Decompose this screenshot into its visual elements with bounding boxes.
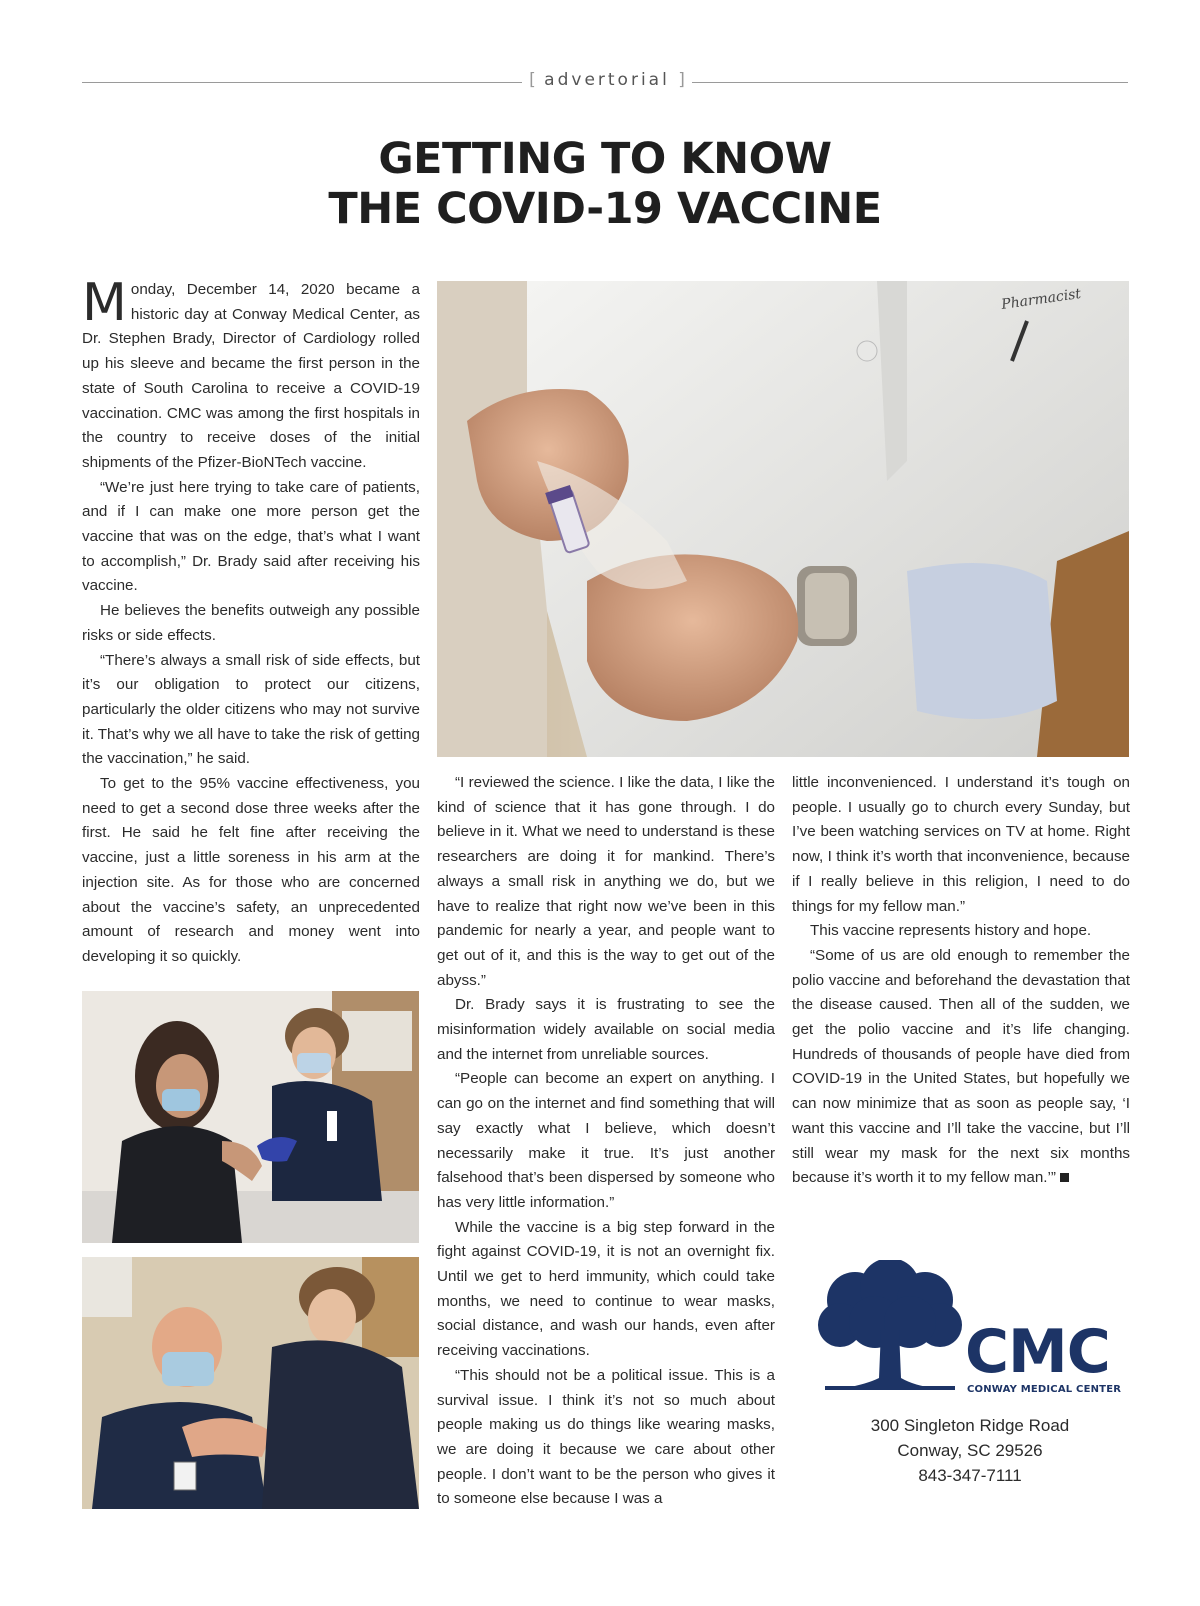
paragraph: little inconvenienced. I understand it’s tough on people. I usually go to church every Sunday, but I’ve been watching services on TV at home. Right now, I think it’s worth that inconvenience, because if I really believe in this religion, I need to do things for my fellow man.” [792,774,1130,915]
coat-embroidery: Pharmacist [1000,285,1083,313]
article-column-3 [792,771,1130,1191]
paragraph: “I reviewed the science. I like the data, I like the kind of science that it has gone through. I do believe in it. What we need to understand is these researchers are doing it for mankind. There’s always a small risk in anything we do, but we have to realize that right now we’ve been in this pandemic for nearly a year, and people want to get out of it, and this is the way to get out of the abyss.” [437,774,775,989]
paragraph: To get to the 95% vaccine effectiveness, you need to get a second dose three weeks after the first. He said he felt fine after receiving the vaccine, just a little soreness in his arm at the injection site. As for those who are concerned about the vaccine’s safety, an unprecedented amount of research and money went into developing it so quickly. [82,775,420,965]
paragraph: Dr. Brady says it is frustrating to see the misinformation widely available on social media and the internet from unreliable sources. [437,996,775,1063]
photo-vaccine-vial [437,281,1129,757]
paragraph: “There’s always a small risk of side effects, but it’s our obligation to protect our citizens, particularly the older citizens who may not survive it. That’s why we all have to take the risk of getting the vaccination,” he said. [82,651,420,768]
paragraph: He believes the benefits outweigh any possible risks or side effects. [82,602,420,644]
photo-man-receiving-vaccine [82,1257,419,1509]
drop-cap: M [82,273,127,333]
article-column-1 [82,273,420,970]
address-street: 300 Singleton Ridge Road [870,1416,1070,1435]
section-kicker: [ advertorial ] [529,70,685,90]
tree-icon [815,1260,965,1394]
end-mark [1060,1173,1069,1182]
headline-line-1: GETTING TO KNOW [378,134,832,184]
paragraph: This vaccine represents history and hope. [810,922,1092,940]
header-rule-left [82,82,522,83]
article-column-2 [437,771,775,1512]
photo-woman-receiving-vaccine [82,991,419,1243]
paragraph: “This should not be a political issue. This is a survival issue. I think it’s not so much about people making us do things like wearing masks, we are doing it because we care about other people. I don’t want to be the person who gives it to someone else because I was a [437,1366,775,1508]
kicker-label: advertorial [544,70,670,90]
headline-line-2: THE COVID-19 VACCINE [328,184,882,234]
logo-subtitle: CONWAY MEDICAL CENTER [967,1384,1122,1395]
logo-wordmark: CMC [965,1317,1110,1387]
paragraph: “People can become an expert on anything. I can go on the internet and find something that will say exactly what I believe, which doesn’t necessarily make it true. It’s just another falsehood that’s been dispersed by someone who has very little information.” [437,1070,775,1211]
page-title [0,134,1200,234]
paragraph: Monday, December 14, 2020 became a historic day at Conway Medical Center, as Dr. Stephen Brady, Director of Cardiology rolled up his sleeve and became the first person in the state of South Carolina to receive a COVID-19 vaccination. CMC was among the first hospitals in the country to receive doses of the initial shipments of the Pfizer-BioNTech vaccine. [82,273,420,471]
header-rule-right [692,82,1128,83]
phone-number: 843-347-7111 [918,1466,1022,1485]
paragraph: “We’re just here trying to take care of patients, and if I can make one more person get the vaccine that was on the edge, that’s what I want to accomplish,” Dr. Brady said after receiving his vaccine. [82,478,420,595]
contact-address [820,1413,1120,1488]
address-city: Conway, SC 29526 [897,1441,1043,1460]
paragraph: “Some of us are old enough to remember the polio vaccine and beforehand the devastation that the disease caused. Then all of the sudden, we get the polio vaccine and it’s life changing. Hundreds of thousands of people have died from COVID-19 in the United States, but hopefully we can now minimize that as soon as people say, ‘I want this vaccine and I’ll take the vaccine, but I’ll still wear my mask for the next six months because it’s worth it to my fellow man.’” [792,946,1130,1187]
paragraph: While the vaccine is a big step forward in the fight against COVID-19, it is not an overnight fix. Until we get to herd immunity, which could take months, we need to continue to wear masks, social distance, and wash our hands, even after receiving vaccinations. [437,1218,775,1360]
